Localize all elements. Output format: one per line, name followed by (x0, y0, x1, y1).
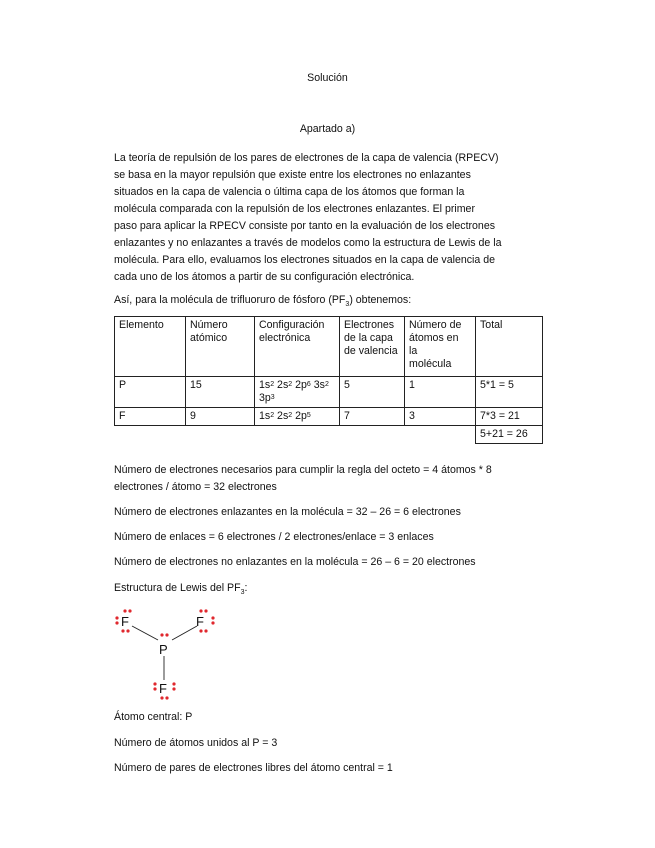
intro-line: se basa en la mayor repulsión que existe entre los electrones no enlazantes (114, 169, 471, 181)
lone-pair-dot (115, 621, 118, 624)
intro-line: paso para aplicar la RPECV consiste por tanto en la evaluación de los electrones (114, 220, 496, 232)
bond-count: Número de enlaces = 6 electrones / 2 electrones/enlace = 3 enlaces (114, 531, 434, 543)
cell-element: P (115, 377, 186, 408)
header-valence: Electrones de la capa de valencia (340, 317, 405, 377)
atom-f-right: F (196, 614, 204, 629)
document-title: Solución (307, 72, 348, 84)
lone-pair-dot (204, 629, 207, 632)
header-element: Elemento (115, 317, 186, 377)
intro-line: La teoría de repulsión de los pares de electrones de la capa de valencia (RPECV) (114, 152, 499, 164)
bond-p-f-right (172, 626, 197, 640)
lone-pair-dot (153, 687, 156, 690)
cell-valence: 7 (340, 408, 405, 426)
lone-pair-dot (160, 696, 163, 699)
atom-f-bottom: F (159, 681, 167, 696)
table-row (115, 426, 543, 444)
lone-pair-dot (165, 633, 168, 636)
table-header-row (115, 317, 543, 377)
cell-valence: 5 (340, 377, 405, 408)
cell-atoms: 1 (405, 377, 476, 408)
cell-atomic-number: 15 (186, 377, 255, 408)
intro-line: situados en la capa de valencia o última capa de los átomos que forman la (114, 186, 465, 198)
lewis-heading: Estructura de Lewis del $PF_3$: (114, 582, 248, 597)
table-row (115, 408, 543, 426)
lone-pair-dot (211, 621, 214, 624)
intro-line: molécula. Para ello, evaluamos los electrones situados en la capa de valencia de (114, 254, 496, 266)
lewis-structure-pf3 (112, 604, 222, 702)
lone-pair-dot (204, 609, 207, 612)
header-atomic-number: Número atómico (186, 317, 255, 377)
lone-pair-dot (153, 682, 156, 685)
atom-f-left: F (121, 614, 129, 629)
lone-pairs-central: Número de pares de electrones libres del átomo central = 1 (114, 762, 393, 774)
cell-configuration: $1s^2$ $2s^2$ $2p^6$ $3s^2$ $3p^3$ (255, 377, 340, 408)
nonbonding-electrons: Número de electrones no enlazantes en la molécula = 26 – 6 = 20 electrones (114, 556, 476, 568)
bond-p-f-left (132, 626, 158, 640)
lone-pair-dot (172, 682, 175, 685)
header-configuration: Configuración electrónica (255, 317, 340, 377)
atom-p: P (159, 642, 168, 657)
lone-pair-dot (199, 629, 202, 632)
molecule-intro: Así, para la molécula de trifluoruro de fósforo $(PF_3)$ obtenemos: (114, 294, 412, 309)
intro-line: molécula comparada con la repulsión de los electrones enlazantes. El primer (114, 203, 475, 215)
lone-pair-dot (165, 696, 168, 699)
lone-pair-dot (160, 633, 163, 636)
cell-atomic-number: 9 (186, 408, 255, 426)
cell-grand-total: 5+21 = 26 (476, 426, 543, 444)
bonded-atoms: Número de átomos unidos al P = 3 (114, 737, 278, 749)
lone-pair-dot (115, 616, 118, 619)
cell-atoms: 3 (405, 408, 476, 426)
lone-pair-dot (126, 629, 129, 632)
cell-total: 7*3 = 21 (476, 408, 543, 426)
header-total: Total (476, 317, 543, 377)
lone-pair-dot (199, 609, 202, 612)
cell-total: 5*1 = 5 (476, 377, 543, 408)
lone-pair-dot (211, 616, 214, 619)
intro-line: cada uno de los átomos a partir de su configuración electrónica. (114, 271, 415, 283)
electron-table (114, 316, 543, 444)
lone-pair-dot (172, 687, 175, 690)
table-row (115, 377, 543, 408)
intro-paragraph (114, 150, 544, 286)
lone-pair-dot (123, 609, 126, 612)
central-atom: Átomo central: P (114, 711, 193, 723)
bonding-electrons: Número de electrones enlazantes en la molécula = 32 – 26 = 6 electrones (114, 506, 461, 518)
section-heading: Apartado a) (299, 123, 356, 135)
cell-element: F (115, 408, 186, 426)
header-atoms: Número de átomos en la molécula (405, 317, 476, 377)
octet-line-1: Número de electrones necesarios para cumplir la regla del octeto = 4 átomos * 8 (114, 464, 492, 476)
octet-line-2: electrones / átomo = 32 electrones (114, 481, 277, 493)
intro-line: enlazantes y no enlazantes a través de modelos como la estructura de Lewis de la (114, 237, 502, 249)
lone-pair-dot (121, 629, 124, 632)
lone-pair-dot (128, 609, 131, 612)
cell-configuration: $1s^2$ $2s^2$ $2p^5$ (255, 408, 340, 426)
